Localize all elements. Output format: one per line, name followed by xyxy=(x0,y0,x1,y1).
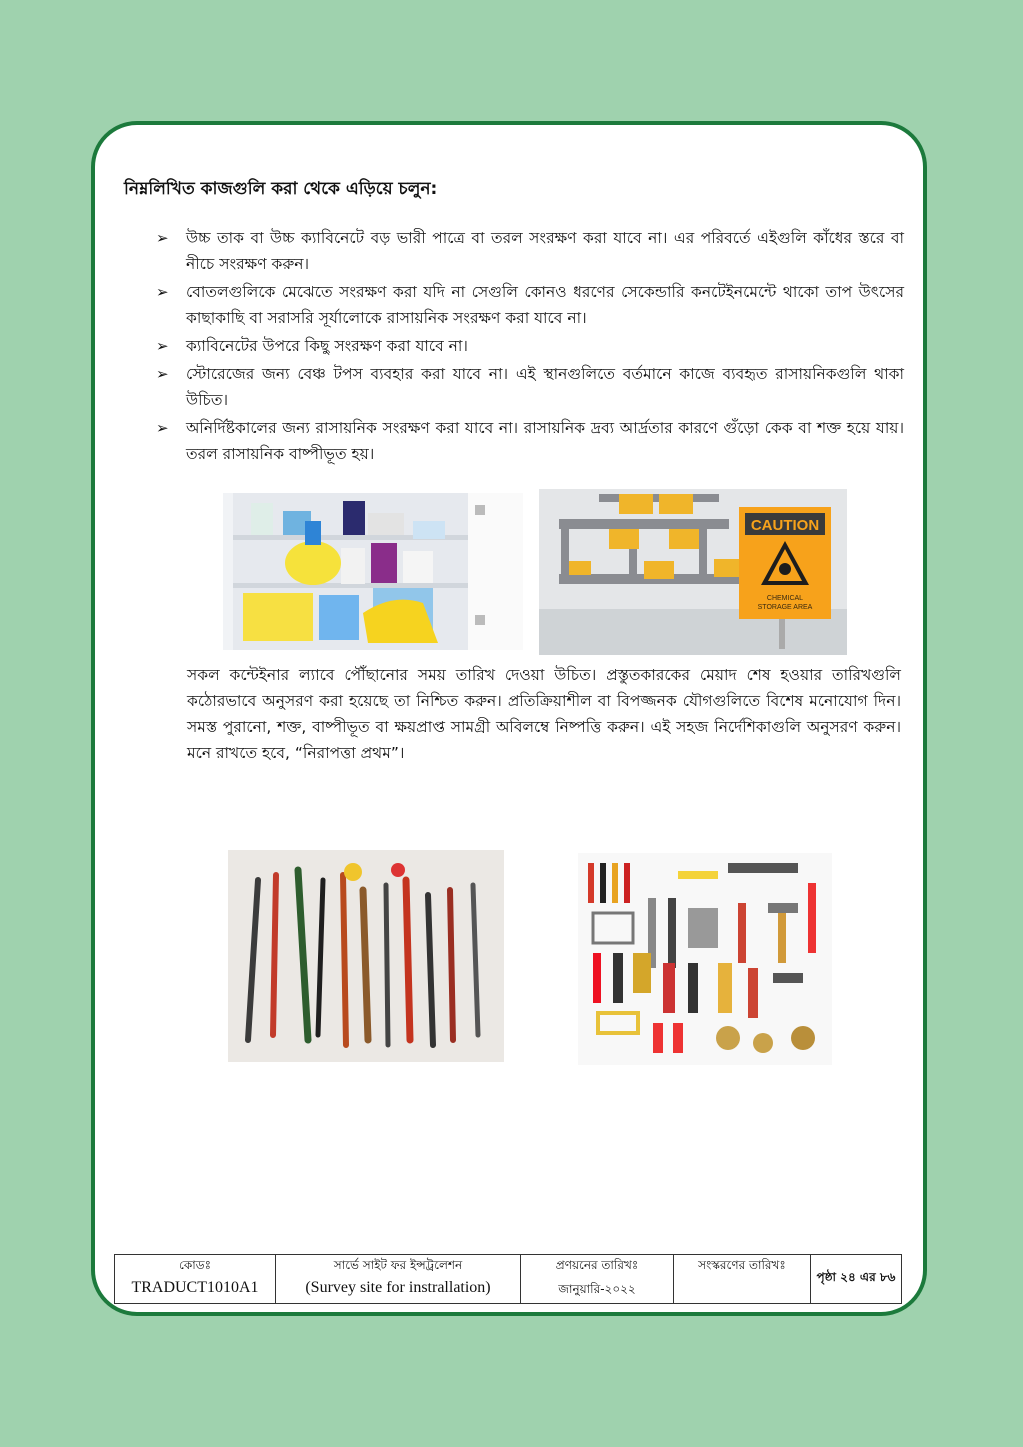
document-footer-table xyxy=(114,1254,902,1304)
cabinet-chemicals-image xyxy=(223,493,523,650)
footer-page-number: পৃষ্ঠা ২৪ এর ৮৬ xyxy=(811,1255,902,1304)
arrow-bullet-icon: ➢ xyxy=(156,419,169,437)
footer-prep-label: প্রণয়নের তারিখঃ xyxy=(555,1258,639,1272)
hanging-tools-image xyxy=(228,850,504,1062)
caution-chemical-storage-image xyxy=(539,489,847,655)
footer-code-value: TRADUCT1010A1 xyxy=(131,1279,259,1296)
footer-title-cell xyxy=(276,1255,521,1304)
footer-title-bn: সার্ভে সাইট ফর ইন্সট্রলেশন xyxy=(333,1258,463,1272)
footer-revision-cell xyxy=(674,1255,811,1304)
footer-code-label: কোডঃ xyxy=(179,1258,211,1272)
caution-title: CAUTION xyxy=(750,517,820,534)
arrow-bullet-icon: ➢ xyxy=(156,229,169,247)
section-heading: নিম্নলিখিত কাজগুলি করা থেকে এড়িয়ে চলুন: xyxy=(124,179,438,199)
footer-prep-value: জানুয়ারি-২০২২ xyxy=(558,1282,636,1296)
bullet-item: ➢ উচ্চ তাক বা উচ্চ ক্যাবিনেটে বড় ভারী পাত্রে বা তরল সংরক্ষণ করা যাবে না। এর পরিবর্তে এইগুলি কাঁধের স্তরে বা নীচে সংরক্ষণ করুন। xyxy=(156,225,904,277)
arrow-bullet-icon: ➢ xyxy=(156,365,169,383)
bullet-item: ➢ স্টোরেজের জন্য বেঞ্চ টপস ব্যবহার করা যাবে না। এই স্থানগুলিতে বর্তমানে কাজে ব্যবহৃত রাসায়নিকগুলি থাকা উচিত। xyxy=(156,361,904,413)
footer-prep-cell xyxy=(521,1255,674,1304)
footer-title-en: (Survey site for instrallation) xyxy=(305,1279,491,1296)
body-paragraph: সকল কন্টেইনার ল্যাবে পৌঁছানোর সময় তারিখ দেওয়া উচিত। প্রস্তুতকারকের মেয়াদ শেষ হওয়ার তারিখগুলি কঠোরভাবে অনুসরণ করা হয়েছে তা নিশ্চিত করুন। প্রতিক্রিয়াশীল বা বিপজ্জনক যৌগগুলিতে বিশেষ মনোযোগ দিন। সমস্ত পুরানো, শক্ত, বাষ্পীভূত বা ক্ষয়প্রাপ্ত সামগ্রী অবিলম্বে নিষ্পত্তি করুন। এই সহজ নির্দেশিকাগুলি অনুসরণ করুন। মনে রাখতে হবে, “নিরাপত্তা প্রথম”। xyxy=(187,666,901,762)
tool-set-image xyxy=(578,853,832,1065)
arrow-bullet-icon: ➢ xyxy=(156,283,169,301)
caution-line2: STORAGE AREA xyxy=(757,604,813,611)
caution-line1: CHEMICAL xyxy=(766,595,804,602)
arrow-bullet-icon: ➢ xyxy=(156,337,169,355)
footer-revision-label: সংস্করণের তারিখঃ xyxy=(698,1258,786,1272)
bullet-item: ➢ অনির্দিষ্টকালের জন্য রাসায়নিক সংরক্ষণ করা যাবে না। রাসায়নিক দ্রব্য আর্দ্রতার কারণে গুঁড়ো কেক বা শক্ত হয়ে যায়। তরল রাসায়নিক বাষ্পীভূত হয়। xyxy=(156,415,904,467)
bullet-list xyxy=(156,225,904,469)
footer-code-cell xyxy=(115,1255,276,1304)
bullet-item: ➢ ক্যাবিনেটের উপরে কিছু সংরক্ষণ করা যাবে না। xyxy=(156,333,904,359)
bullet-item: ➢ বোতলগুলিকে মেঝেতে সংরক্ষণ করা যদি না সেগুলি কোনও ধরণের সেকেন্ডারি কনটেইনমেন্টে থাকো তাপ উৎসের কাছাকাছি বা সরাসরি সূর্যালোকে রাসায়নিক সংরক্ষণ করা যাবে না। xyxy=(156,279,904,331)
